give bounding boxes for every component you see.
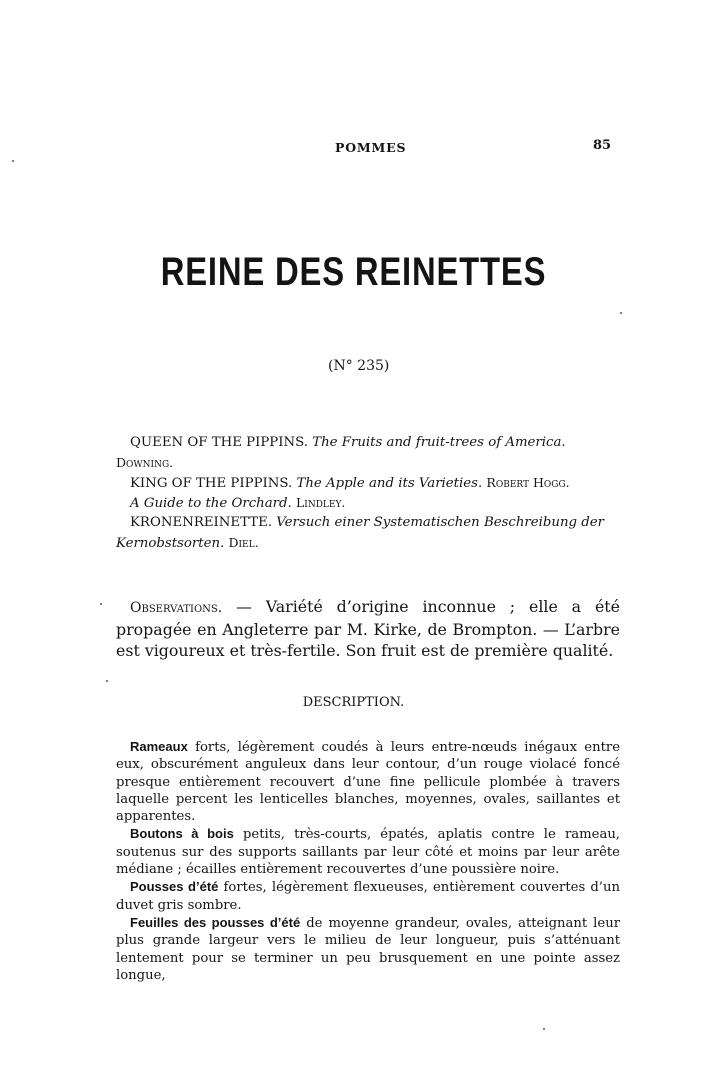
synonym-entry-3: [130, 493, 630, 514]
description-text: forts, légèrement coudés à leurs entre-nœuds inégaux entre eux, obscurément anguleux dans leur contour, d’un rouge violacé foncé presque entièrement recouvert d’une fine pellicule plombée à travers laquelle percent les lenticelles blanches, moyennes, ovales, saillantes et apparentes.: [116, 740, 620, 825]
scan-speck: [12, 160, 14, 162]
description-term: Pousses d’été: [130, 879, 219, 895]
synonym-entry-4: [116, 513, 616, 554]
synonym-author: Downing.: [116, 455, 174, 470]
description-term: Rameaux: [130, 739, 188, 754]
synonym-work: Versuch einer Systematischen Beschreibung der: [276, 515, 605, 530]
synonym-work-continued: Kernobstsorten.: [116, 536, 225, 551]
observations-paragraph: [116, 596, 620, 661]
description-heading: DESCRIPTION.: [302, 695, 405, 710]
description-text: fortes, légèrement flexueuses, entièrement couvertes d’un duvet gris sombre.: [116, 880, 620, 913]
synonym-entry-1: [116, 433, 616, 474]
synonym-work: The Apple and its Varieties.: [296, 476, 483, 491]
description-text: petits, très-courts, épatés, aplatis contre le rameau, soutenus sur des supports saillants par leur côté et moins par leur arête médiane ; écailles entièrement recouvertes d’une poussière noire.: [116, 827, 620, 878]
variety-number: (N° 235): [328, 358, 390, 374]
description-text: de moyenne grandeur, ovales, atteignant leur plus grande largeur vers le milieu de leur longueur, puis s’atténuant lentement pour se terminer un peu brusquement en une pointe assez longue,: [116, 915, 620, 983]
synonym-author: Robert Hogg.: [486, 475, 570, 490]
description-term: Boutons à bois: [130, 826, 234, 842]
scan-speck: [106, 680, 108, 682]
observations-label: Observations.: [130, 600, 223, 616]
description-paragraph: [116, 825, 620, 878]
description-paragraph: [116, 878, 620, 914]
scan-speck: [100, 603, 102, 605]
description-paragraph: [116, 738, 620, 825]
observations-text: — Variété d’origine inconnue ; elle a été propagée en Angleterre par M. Kirke, de Brompton. — L’arbre est vigoureux et très-fertile. Son fruit est de première qualité.: [116, 597, 620, 660]
description-body: [116, 738, 620, 984]
synonym-author: Diel.: [228, 535, 259, 550]
description-term: Feuilles des pousses d’été: [130, 914, 301, 930]
description-paragraph: [116, 914, 620, 984]
page-number: 85: [593, 138, 612, 153]
page-title: REINE DES REINETTES: [160, 250, 547, 294]
scan-speck: [543, 1028, 545, 1030]
synonym-name: KING OF THE PIPPINS.: [130, 476, 293, 491]
synonym-work: The Fruits and fruit-trees of America.: [312, 435, 566, 450]
synonym-name: KRONENREINETTE.: [130, 515, 273, 530]
synonym-name: QUEEN OF THE PIPPINS.: [130, 435, 308, 450]
running-head: POMMES: [335, 140, 407, 155]
synonym-author: Lindley.: [295, 495, 346, 510]
synonym-entry-2: [116, 473, 616, 494]
synonym-work: A Guide to the Orchard.: [130, 496, 292, 511]
scan-speck: [620, 312, 622, 314]
